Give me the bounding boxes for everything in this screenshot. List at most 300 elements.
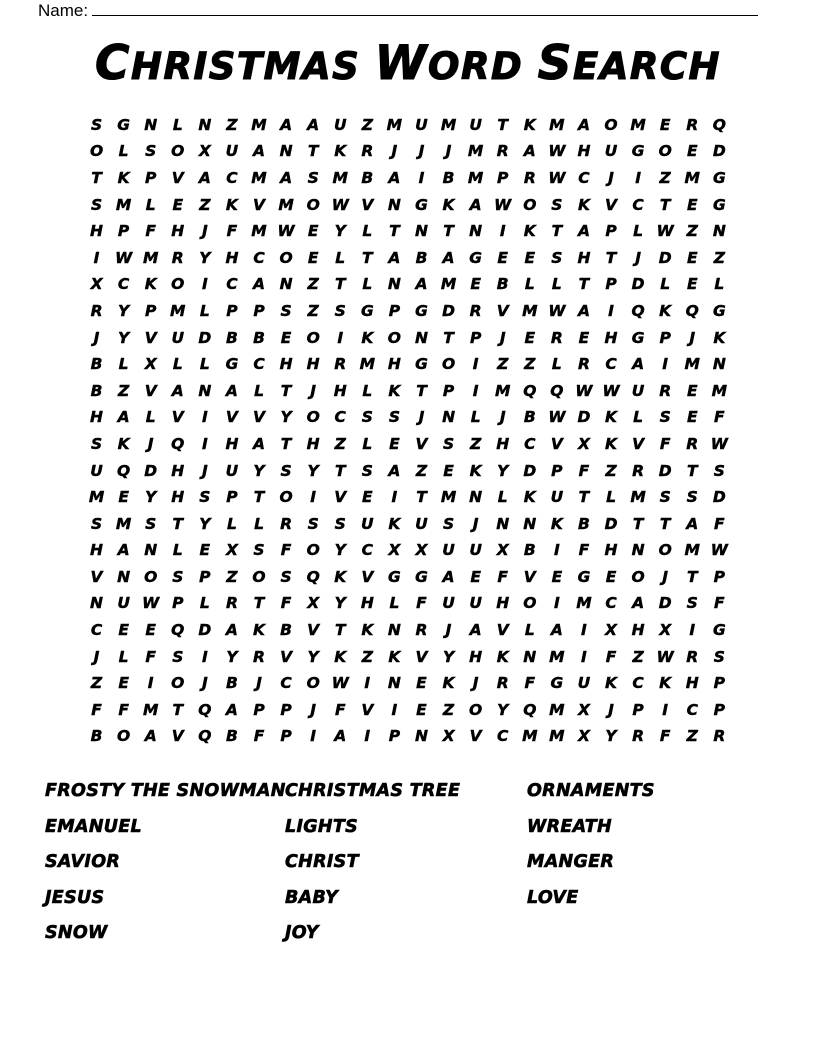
- grid-cell[interactable]: S: [172, 567, 184, 586]
- grid-cell[interactable]: B: [523, 541, 536, 560]
- grid-cell[interactable]: K: [388, 514, 401, 533]
- grid-cell[interactable]: S: [442, 514, 455, 533]
- grid-cell[interactable]: C: [578, 168, 590, 187]
- grid-cell[interactable]: I: [310, 488, 317, 507]
- grid-cell[interactable]: I: [201, 647, 208, 666]
- grid-cell[interactable]: E: [172, 195, 184, 214]
- grid-cell[interactable]: X: [605, 621, 617, 640]
- grid-cell[interactable]: G: [550, 674, 564, 693]
- grid-cell[interactable]: O: [604, 115, 618, 134]
- grid-cell[interactable]: S: [199, 488, 211, 507]
- grid-cell[interactable]: T: [362, 248, 373, 267]
- grid-cell[interactable]: P: [388, 727, 401, 746]
- grid-cell[interactable]: W: [331, 195, 349, 214]
- grid-cell[interactable]: S: [307, 514, 319, 533]
- grid-cell[interactable]: W: [656, 222, 674, 241]
- grid-cell[interactable]: Z: [659, 168, 671, 187]
- grid-cell[interactable]: J: [201, 674, 208, 693]
- grid-cell[interactable]: L: [633, 222, 644, 241]
- grid-cell[interactable]: D: [658, 594, 672, 613]
- grid-cell[interactable]: A: [577, 222, 590, 241]
- grid-cell[interactable]: I: [201, 434, 208, 453]
- grid-cell[interactable]: C: [253, 355, 265, 374]
- grid-cell[interactable]: Y: [118, 328, 130, 347]
- grid-cell[interactable]: I: [635, 168, 641, 187]
- grid-cell[interactable]: F: [578, 461, 590, 480]
- grid-cell[interactable]: N: [631, 541, 645, 560]
- grid-cell[interactable]: G: [712, 195, 726, 214]
- grid-cell[interactable]: J: [472, 674, 479, 693]
- grid-cell[interactable]: J: [499, 328, 506, 347]
- grid-cell[interactable]: R: [550, 328, 563, 347]
- grid-cell[interactable]: Q: [171, 621, 185, 640]
- grid-cell[interactable]: Y: [145, 488, 157, 507]
- grid-cell[interactable]: U: [361, 514, 374, 533]
- grid-cell[interactable]: X: [90, 275, 103, 294]
- grid-cell[interactable]: R: [253, 647, 265, 666]
- grid-cell[interactable]: H: [631, 621, 645, 640]
- grid-cell[interactable]: D: [198, 328, 212, 347]
- grid-cell[interactable]: M: [251, 168, 267, 187]
- grid-cell[interactable]: I: [147, 674, 154, 693]
- grid-cell[interactable]: A: [225, 621, 238, 640]
- grid-cell[interactable]: H: [171, 222, 185, 241]
- grid-cell[interactable]: R: [361, 142, 374, 161]
- grid-cell[interactable]: L: [254, 381, 264, 400]
- grid-cell[interactable]: J: [662, 567, 669, 586]
- grid-cell[interactable]: K: [659, 674, 672, 693]
- grid-cell[interactable]: K: [388, 381, 401, 400]
- grid-cell[interactable]: Y: [280, 408, 292, 427]
- grid-cell[interactable]: C: [117, 275, 130, 294]
- grid-cell[interactable]: M: [467, 142, 484, 161]
- grid-cell[interactable]: V: [496, 301, 509, 320]
- grid-cell[interactable]: V: [253, 408, 265, 427]
- grid-cell[interactable]: I: [93, 248, 100, 267]
- grid-cell[interactable]: Z: [334, 434, 346, 453]
- grid-cell[interactable]: I: [662, 355, 669, 374]
- grid-cell[interactable]: F: [334, 700, 346, 719]
- grid-cell[interactable]: W: [115, 248, 133, 267]
- grid-cell[interactable]: O: [171, 142, 185, 161]
- grid-cell[interactable]: V: [171, 727, 184, 746]
- grid-cell[interactable]: O: [387, 328, 401, 347]
- grid-cell[interactable]: N: [712, 222, 726, 241]
- grid-cell[interactable]: K: [605, 434, 618, 453]
- grid-cell[interactable]: K: [361, 621, 374, 640]
- grid-cell[interactable]: A: [198, 168, 211, 187]
- grid-cell[interactable]: E: [443, 461, 454, 480]
- grid-cell[interactable]: N: [414, 222, 428, 241]
- grid-cell[interactable]: K: [442, 195, 455, 214]
- grid-cell[interactable]: H: [306, 355, 320, 374]
- grid-cell[interactable]: T: [416, 381, 427, 400]
- grid-cell[interactable]: T: [334, 461, 346, 480]
- grid-cell[interactable]: S: [713, 461, 725, 480]
- grid-cell[interactable]: Z: [605, 461, 617, 480]
- grid-cell[interactable]: P: [713, 700, 726, 719]
- grid-cell[interactable]: B: [226, 727, 238, 746]
- grid-cell[interactable]: V: [415, 647, 428, 666]
- grid-cell[interactable]: L: [172, 541, 183, 560]
- grid-cell[interactable]: V: [361, 195, 374, 214]
- grid-cell[interactable]: H: [171, 488, 185, 507]
- grid-cell[interactable]: Y: [497, 700, 509, 719]
- grid-cell[interactable]: U: [225, 142, 239, 161]
- grid-cell[interactable]: P: [713, 674, 726, 693]
- grid-cell[interactable]: T: [551, 222, 563, 241]
- grid-cell[interactable]: T: [334, 275, 346, 294]
- grid-cell[interactable]: L: [226, 514, 237, 533]
- grid-cell[interactable]: P: [497, 168, 509, 187]
- grid-cell[interactable]: C: [253, 248, 265, 267]
- grid-cell[interactable]: L: [551, 355, 562, 374]
- grid-cell[interactable]: K: [225, 195, 238, 214]
- grid-cell[interactable]: A: [253, 275, 265, 294]
- grid-cell[interactable]: I: [472, 355, 479, 374]
- grid-cell[interactable]: D: [442, 301, 455, 320]
- grid-cell[interactable]: A: [253, 142, 265, 161]
- grid-cell[interactable]: O: [279, 488, 293, 507]
- grid-cell[interactable]: M: [711, 381, 728, 400]
- grid-cell[interactable]: O: [469, 700, 483, 719]
- grid-cell[interactable]: V: [144, 381, 157, 400]
- grid-cell[interactable]: Q: [523, 700, 537, 719]
- grid-cell[interactable]: N: [523, 647, 537, 666]
- grid-cell[interactable]: D: [577, 408, 591, 427]
- grid-cell[interactable]: L: [118, 355, 129, 374]
- grid-cell[interactable]: B: [90, 381, 103, 400]
- grid-cell[interactable]: K: [605, 408, 618, 427]
- grid-cell[interactable]: E: [686, 381, 698, 400]
- grid-cell[interactable]: O: [144, 567, 158, 586]
- grid-cell[interactable]: Y: [605, 727, 617, 746]
- grid-cell[interactable]: Z: [686, 727, 698, 746]
- grid-cell[interactable]: F: [253, 727, 265, 746]
- grid-cell[interactable]: S: [713, 647, 725, 666]
- grid-cell[interactable]: H: [496, 594, 510, 613]
- grid-cell[interactable]: Z: [524, 355, 536, 374]
- grid-cell[interactable]: L: [606, 488, 616, 507]
- grid-cell[interactable]: O: [279, 248, 293, 267]
- grid-cell[interactable]: H: [225, 248, 239, 267]
- grid-cell[interactable]: C: [605, 594, 617, 613]
- grid-cell[interactable]: T: [497, 115, 508, 134]
- word-list-item[interactable]: SAVIOR: [45, 852, 121, 872]
- grid-cell[interactable]: T: [389, 222, 400, 241]
- grid-cell[interactable]: A: [117, 408, 130, 427]
- grid-cell[interactable]: N: [198, 115, 212, 134]
- grid-cell[interactable]: M: [549, 700, 565, 719]
- grid-cell[interactable]: H: [496, 434, 510, 453]
- grid-cell[interactable]: R: [415, 621, 428, 640]
- grid-cell[interactable]: R: [496, 142, 509, 161]
- grid-cell[interactable]: O: [171, 275, 185, 294]
- grid-cell[interactable]: F: [145, 222, 156, 241]
- grid-cell[interactable]: I: [553, 541, 560, 560]
- grid-cell[interactable]: J: [472, 514, 479, 533]
- grid-cell[interactable]: R: [686, 434, 699, 453]
- grid-cell[interactable]: U: [604, 142, 618, 161]
- grid-cell[interactable]: L: [118, 142, 129, 161]
- grid-cell[interactable]: N: [387, 674, 401, 693]
- grid-cell[interactable]: F: [714, 594, 725, 613]
- grid-cell[interactable]: H: [577, 142, 591, 161]
- grid-cell[interactable]: M: [440, 275, 457, 294]
- grid-cell[interactable]: O: [658, 142, 672, 161]
- grid-cell[interactable]: F: [659, 434, 671, 453]
- grid-cell[interactable]: B: [226, 328, 238, 347]
- grid-cell[interactable]: R: [686, 115, 699, 134]
- grid-cell[interactable]: A: [171, 381, 184, 400]
- grid-cell[interactable]: B: [90, 355, 103, 374]
- grid-cell[interactable]: V: [144, 328, 157, 347]
- grid-cell[interactable]: X: [577, 727, 590, 746]
- grid-cell[interactable]: M: [142, 248, 159, 267]
- grid-cell[interactable]: B: [90, 727, 103, 746]
- grid-cell[interactable]: A: [686, 514, 699, 533]
- grid-cell[interactable]: C: [632, 674, 644, 693]
- grid-cell[interactable]: I: [581, 621, 587, 640]
- grid-cell[interactable]: E: [118, 488, 129, 507]
- grid-cell[interactable]: Z: [307, 275, 319, 294]
- grid-cell[interactable]: L: [551, 275, 562, 294]
- word-list-item[interactable]: JOY: [285, 923, 319, 943]
- grid-cell[interactable]: S: [90, 115, 103, 134]
- grid-cell[interactable]: M: [170, 301, 186, 320]
- grid-cell[interactable]: E: [280, 328, 292, 347]
- grid-cell[interactable]: A: [307, 115, 320, 134]
- grid-cell[interactable]: K: [334, 142, 347, 161]
- grid-cell[interactable]: C: [632, 195, 644, 214]
- grid-cell[interactable]: V: [361, 700, 374, 719]
- grid-cell[interactable]: B: [523, 408, 536, 427]
- grid-cell[interactable]: C: [226, 275, 238, 294]
- grid-cell[interactable]: H: [225, 434, 239, 453]
- grid-cell[interactable]: N: [90, 594, 104, 613]
- grid-cell[interactable]: M: [684, 168, 700, 187]
- grid-cell[interactable]: S: [551, 195, 563, 214]
- grid-cell[interactable]: T: [280, 434, 292, 453]
- grid-cell[interactable]: P: [226, 301, 238, 320]
- grid-cell[interactable]: L: [145, 408, 156, 427]
- grid-cell[interactable]: I: [364, 727, 371, 746]
- grid-cell[interactable]: V: [523, 567, 536, 586]
- grid-cell[interactable]: E: [605, 567, 617, 586]
- grid-cell[interactable]: Z: [415, 461, 428, 480]
- grid-cell[interactable]: M: [467, 168, 484, 187]
- grid-cell[interactable]: B: [361, 168, 374, 187]
- grid-cell[interactable]: W: [331, 674, 349, 693]
- grid-cell[interactable]: N: [414, 727, 428, 746]
- grid-cell[interactable]: V: [225, 408, 238, 427]
- grid-cell[interactable]: M: [115, 195, 132, 214]
- grid-cell[interactable]: E: [145, 621, 156, 640]
- grid-cell[interactable]: L: [497, 488, 508, 507]
- grid-cell[interactable]: L: [362, 222, 373, 241]
- grid-cell[interactable]: B: [226, 674, 238, 693]
- word-list-item[interactable]: CHRISTMAS TREE: [285, 781, 461, 801]
- grid-cell[interactable]: L: [633, 408, 644, 427]
- grid-cell[interactable]: W: [602, 381, 620, 400]
- grid-cell[interactable]: D: [658, 461, 672, 480]
- grid-cell[interactable]: K: [253, 621, 266, 640]
- grid-cell[interactable]: M: [630, 115, 646, 134]
- grid-cell[interactable]: U: [469, 115, 482, 134]
- grid-cell[interactable]: S: [551, 248, 563, 267]
- grid-cell[interactable]: F: [714, 514, 725, 533]
- grid-cell[interactable]: N: [387, 621, 401, 640]
- grid-cell[interactable]: V: [469, 727, 482, 746]
- grid-cell[interactable]: A: [225, 381, 238, 400]
- grid-cell[interactable]: Q: [198, 700, 212, 719]
- grid-cell[interactable]: S: [686, 594, 698, 613]
- grid-cell[interactable]: P: [280, 700, 292, 719]
- grid-cell[interactable]: P: [442, 381, 455, 400]
- grid-cell[interactable]: T: [605, 248, 617, 267]
- grid-cell[interactable]: C: [280, 674, 292, 693]
- grid-cell[interactable]: D: [712, 142, 726, 161]
- grid-cell[interactable]: U: [442, 594, 455, 613]
- grid-cell[interactable]: P: [713, 567, 726, 586]
- grid-cell[interactable]: Y: [253, 461, 265, 480]
- grid-cell[interactable]: Q: [685, 301, 699, 320]
- grid-cell[interactable]: P: [172, 594, 184, 613]
- grid-cell[interactable]: M: [494, 381, 511, 400]
- grid-cell[interactable]: Y: [307, 647, 319, 666]
- grid-cell[interactable]: N: [198, 381, 212, 400]
- grid-cell[interactable]: T: [307, 142, 319, 161]
- grid-cell[interactable]: U: [577, 674, 591, 693]
- grid-cell[interactable]: E: [362, 488, 373, 507]
- grid-cell[interactable]: G: [415, 301, 428, 320]
- grid-cell[interactable]: O: [306, 408, 320, 427]
- grid-cell[interactable]: C: [90, 621, 103, 640]
- grid-cell[interactable]: A: [442, 248, 455, 267]
- grid-cell[interactable]: Z: [117, 381, 130, 400]
- grid-cell[interactable]: J: [608, 700, 614, 719]
- grid-cell[interactable]: L: [660, 275, 671, 294]
- grid-cell[interactable]: A: [334, 727, 347, 746]
- grid-cell[interactable]: V: [361, 567, 374, 586]
- grid-cell[interactable]: C: [605, 355, 617, 374]
- grid-cell[interactable]: H: [279, 355, 293, 374]
- grid-cell[interactable]: R: [90, 301, 103, 320]
- grid-cell[interactable]: S: [280, 461, 292, 480]
- grid-cell[interactable]: A: [442, 567, 455, 586]
- grid-cell[interactable]: A: [577, 115, 590, 134]
- grid-cell[interactable]: A: [469, 195, 482, 214]
- grid-cell[interactable]: Z: [361, 647, 373, 666]
- grid-cell[interactable]: A: [388, 168, 401, 187]
- grid-cell[interactable]: P: [632, 700, 644, 719]
- grid-cell[interactable]: R: [469, 301, 482, 320]
- grid-cell[interactable]: T: [659, 195, 671, 214]
- grid-cell[interactable]: L: [254, 514, 264, 533]
- grid-cell[interactable]: T: [280, 381, 292, 400]
- grid-cell[interactable]: B: [496, 275, 509, 294]
- grid-cell[interactable]: M: [88, 488, 105, 507]
- grid-cell[interactable]: I: [581, 647, 587, 666]
- grid-cell[interactable]: G: [631, 328, 645, 347]
- grid-cell[interactable]: S: [442, 434, 455, 453]
- grid-cell[interactable]: O: [171, 674, 185, 693]
- grid-cell[interactable]: Q: [712, 115, 726, 134]
- grid-cell[interactable]: Z: [90, 674, 103, 693]
- grid-cell[interactable]: H: [333, 381, 347, 400]
- grid-cell[interactable]: T: [578, 488, 590, 507]
- grid-cell[interactable]: I: [553, 594, 560, 613]
- grid-cell[interactable]: H: [360, 594, 374, 613]
- grid-cell[interactable]: D: [198, 621, 212, 640]
- grid-cell[interactable]: E: [470, 275, 481, 294]
- grid-cell[interactable]: L: [389, 594, 400, 613]
- grid-cell[interactable]: P: [469, 328, 482, 347]
- grid-cell[interactable]: L: [714, 275, 725, 294]
- grid-cell[interactable]: T: [686, 567, 698, 586]
- grid-cell[interactable]: J: [499, 408, 506, 427]
- grid-cell[interactable]: P: [280, 727, 292, 746]
- grid-cell[interactable]: L: [362, 434, 373, 453]
- grid-cell[interactable]: F: [578, 541, 590, 560]
- grid-cell[interactable]: I: [418, 168, 425, 187]
- word-list-item[interactable]: ORNAMENTS: [527, 781, 655, 801]
- grid-cell[interactable]: Z: [307, 301, 319, 320]
- grid-cell[interactable]: S: [307, 168, 319, 187]
- grid-cell[interactable]: X: [144, 355, 157, 374]
- grid-cell[interactable]: E: [686, 408, 698, 427]
- grid-cell[interactable]: C: [686, 700, 698, 719]
- grid-cell[interactable]: X: [198, 142, 211, 161]
- grid-cell[interactable]: E: [551, 567, 563, 586]
- grid-cell[interactable]: A: [523, 142, 536, 161]
- grid-cell[interactable]: R: [713, 727, 726, 746]
- grid-cell[interactable]: G: [415, 195, 428, 214]
- grid-cell[interactable]: O: [523, 594, 537, 613]
- grid-cell[interactable]: S: [361, 408, 373, 427]
- grid-cell[interactable]: F: [659, 727, 671, 746]
- grid-cell[interactable]: H: [685, 674, 699, 693]
- grid-cell[interactable]: L: [199, 355, 210, 374]
- grid-cell[interactable]: U: [469, 594, 482, 613]
- grid-cell[interactable]: S: [172, 647, 184, 666]
- word-list-item[interactable]: LIGHTS: [285, 816, 359, 837]
- grid-cell[interactable]: I: [391, 700, 398, 719]
- grid-cell[interactable]: K: [713, 328, 726, 347]
- grid-cell[interactable]: Z: [497, 355, 509, 374]
- grid-cell[interactable]: N: [117, 567, 131, 586]
- grid-cell[interactable]: S: [361, 461, 373, 480]
- grid-cell[interactable]: T: [91, 168, 102, 187]
- grid-cell[interactable]: T: [659, 514, 671, 533]
- grid-cell[interactable]: I: [201, 275, 208, 294]
- grid-cell[interactable]: S: [90, 195, 103, 214]
- grid-cell[interactable]: H: [90, 408, 104, 427]
- grid-cell[interactable]: Q: [550, 381, 564, 400]
- grid-cell[interactable]: Q: [117, 461, 131, 480]
- grid-cell[interactable]: H: [306, 434, 320, 453]
- grid-cell[interactable]: O: [441, 355, 456, 374]
- grid-cell[interactable]: L: [199, 594, 210, 613]
- word-list-item[interactable]: CHRIST: [285, 852, 359, 872]
- grid-cell[interactable]: W: [548, 168, 566, 187]
- grid-cell[interactable]: O: [252, 567, 266, 586]
- grid-cell[interactable]: V: [171, 408, 184, 427]
- grid-cell[interactable]: F: [145, 647, 156, 666]
- grid-cell[interactable]: L: [118, 647, 129, 666]
- grid-cell[interactable]: I: [391, 488, 398, 507]
- grid-cell[interactable]: J: [418, 408, 425, 427]
